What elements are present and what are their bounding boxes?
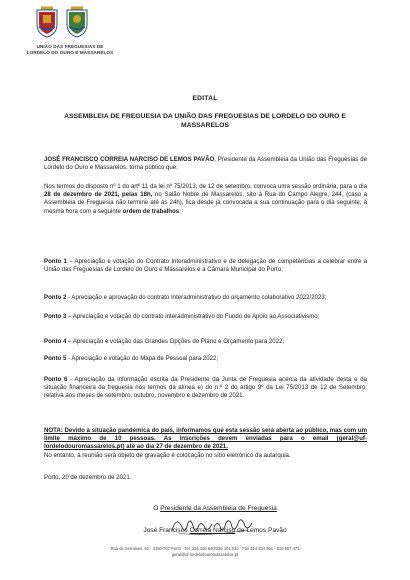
name-suffix: de Lemos Pavão — [235, 527, 287, 534]
point-label: Ponto 1 — [44, 258, 67, 265]
agenda-point — [44, 313, 367, 321]
point-text: - Apreciação e votação do Mapa de Pessoal para 2022; — [66, 355, 219, 362]
document-title: ASSEMBLEIA DE FREGUESIA DA UNIÃO DAS FREGUESIAS DE LORDELO DO OURO E MASSARELOS — [64, 113, 346, 129]
org-name-line: LORDELO DO OURO E MASSARELOS — [26, 50, 114, 55]
intro-paragraph — [44, 156, 367, 172]
role-title: Presidente da Assembleia de Freguesia — [160, 505, 277, 512]
terms-text: Nos termos do disposto nº 1 do artº 11 da lei nº 75/2013, de 12 de setembro, convoca uma sessão ordinária, para o dia — [44, 183, 367, 190]
footer-address: Rua de Serralves, 61 · 4150-707 Porto · Tel. 226 160 940/226 101 010 · Fax 914 334 361 · 910 557 471 — [110, 546, 300, 551]
pandemic-note — [44, 427, 367, 460]
coat-of-arms-icon — [34, 6, 60, 38]
page-footer — [60, 546, 350, 558]
handwritten-signature-icon — [168, 511, 256, 541]
note-sub: No entanto, a reunião será objeto de gravação e colocação no sítio eletrónico da autarquia. — [44, 451, 291, 459]
point-text: – Apreciação e votação do contrato interadministrativo do Fundo de Apoio ao Associativismo; — [66, 313, 320, 320]
intro-text: , Presidente da Assembleia da União das Freguesias de Lordelo do Ouro e Massarelos, torna público que: — [44, 156, 367, 172]
point-text: – Apreciação e votação das Grandes Opções do Plano e Orçamento para 2022; — [66, 338, 285, 345]
agenda-point — [44, 258, 367, 274]
organization-name — [10, 44, 130, 56]
meeting-date: 28 de dezembro de 2021, pelas 18h, — [44, 191, 153, 199]
point-label: Ponto 6 — [44, 376, 68, 383]
point-label: Ponto 2 — [44, 294, 67, 301]
point-label: Ponto 4 — [44, 338, 67, 345]
agenda-point — [44, 355, 367, 363]
agenda-point — [44, 376, 367, 401]
role-prefix: O — [153, 505, 161, 512]
terms-text: : — [179, 207, 181, 215]
name-underlined: Correia Narciso — [189, 527, 236, 534]
document-heading: EDITAL — [192, 95, 218, 102]
date-line: Porto, 20 de dezembro de 2021. — [44, 474, 132, 481]
terms-text: no Salão Nobre de Massarelos, sito à Rua do Campo Alegre, 244, (caso a Assembleia de Freguesia não termine até às 24h), fica desde já convocada a sua continuação para o dia seguinte, à mesma hora com a seguinte — [44, 191, 368, 215]
point-text: - Apreciação da informação escrita da Presidente da Junta de Freguesia acerca da atividade desta e da situação financeira da freguesia nos termos da alínea e) do n.º 2 do artigo 9º da Lei 75/2013 de 12 de Setembro, relativa aos meses de setembro, outubro, novembro e dezembro de 2021. — [44, 376, 367, 400]
agenda-point — [44, 294, 367, 302]
agenda-point — [44, 338, 367, 346]
coat-of-arms-icon — [64, 6, 90, 38]
convocation-paragraph — [44, 183, 367, 216]
point-label: Ponto 3 — [44, 313, 67, 320]
point-text: - Apreciação e aprovação do contrato Interadministrativo do orçamento colaborativo 2022/2023; — [66, 294, 327, 301]
org-name-line: UNIÃO DAS FREGUESIAS DE — [36, 44, 104, 49]
note-lead: NOTA: Devido à situação pandémica do país, informamos que esta sessão será aberta ao público, mas com um limite máximo de 10 pessoas. As inscrições devem enviadas para o email (geral@uf-lordelodouromassarelos.pt) até ao dia 27 de dezembro de 2021. — [44, 427, 367, 451]
footer-email: geral@uf-lordelodouromassarelos.pt — [171, 552, 239, 557]
point-label: Ponto 5 — [44, 355, 67, 362]
signatory-name — [140, 527, 290, 534]
agenda-label: ordem de trabalhos — [122, 207, 180, 215]
president-name: JOSÉ FRANCISCO CORREIA NARCISO DE LEMOS PAVÃO — [44, 156, 215, 163]
name-prefix: José Francisco — [143, 527, 190, 534]
header-logos — [10, 6, 130, 68]
point-text: – Apreciação e votação do Contrato Interadministrativo e de delegação de competências a celebrar entre a União das Freguesias de Lordelo do Ouro e Massarelos e a Câmara Municipal do Porto; — [44, 258, 367, 274]
